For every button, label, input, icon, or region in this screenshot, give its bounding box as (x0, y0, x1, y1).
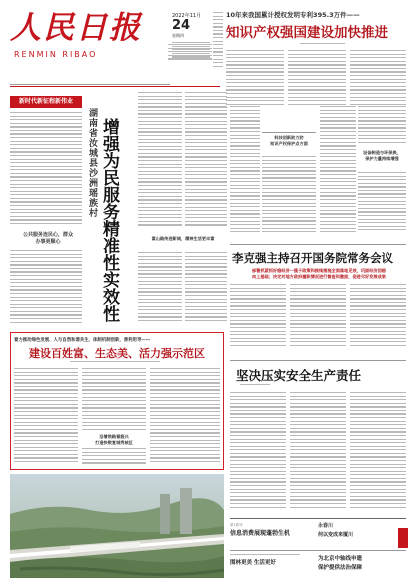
top-right-kicker: 10年来我国累计授权发明专利395.3万件—— (226, 11, 360, 19)
top-right-byline (300, 43, 345, 47)
ecology-byline (70, 361, 160, 365)
safety-col-2 (290, 392, 346, 512)
date-year-month: 2022年11月 (172, 13, 202, 19)
index-box-3-title[interactable]: 围林更美 生活更好 (230, 559, 276, 566)
ecology-headline: 建设百姓富、生态美、活力强示范区 (29, 347, 205, 360)
mid-right-box-title2: 保护力量持续增强 (365, 156, 399, 161)
premier-col-1 (230, 284, 286, 348)
mid-right-box (358, 150, 406, 168)
top-right-col-1 (226, 50, 284, 108)
ecology-col-1 (14, 368, 78, 466)
left-col-body-1 (10, 112, 82, 227)
masthead-info (168, 44, 212, 66)
index-box-1[interactable] (230, 522, 312, 548)
date-weekday: 星期四 (172, 33, 184, 38)
mid-col-e (358, 172, 406, 238)
train-photo (10, 474, 224, 578)
left-sub1-line2: 办事更顺心 (35, 239, 61, 245)
feature-col-2 (185, 92, 227, 232)
index-box-2-title[interactable]: 何以变成来厦川 (318, 532, 354, 538)
feature-subhead: 富山路传进新城，精神生活更丰富 (151, 236, 215, 241)
left-banner-text: 新时代新征程新伟业 (18, 98, 73, 105)
ecology-caption-line2: 打造快数复城秀核区 (95, 440, 133, 445)
index-box-2-sub: 永春川 (318, 523, 334, 529)
mid-col-a (230, 106, 260, 236)
mid-box-title2: 知识产权保护点方面 (270, 141, 308, 146)
safety-col-3 (350, 392, 406, 512)
mid-col-c (320, 106, 356, 238)
top-right-headline: 知识产权强国建设加快推进 (226, 25, 388, 41)
mid-col-d (358, 106, 406, 148)
ecology-caption (82, 434, 146, 446)
masthead-subtitle: RENMIN RIBAO (14, 50, 98, 59)
feature-byline (122, 150, 126, 210)
index-box-4-title2[interactable]: 保护提供法治保障 (318, 565, 363, 571)
ecology-col-3 (150, 368, 220, 466)
ecology-kicker: 着力推动绿色发展、人与自然和谐共生、体制机制创新，善利用导—— (14, 338, 151, 343)
left-sub1 (14, 232, 82, 246)
date-day: 24 (172, 18, 191, 33)
left-sub1-line1: 公共服务连民心，群众 (22, 232, 73, 238)
ecology-col-2b (82, 448, 146, 466)
ecology-col-2 (82, 368, 146, 432)
mid-col-b (262, 156, 316, 238)
index-box-2[interactable] (318, 522, 400, 548)
top-right-col-2 (288, 50, 346, 108)
mid-box (262, 132, 316, 152)
feature-col-4 (185, 252, 227, 326)
index-box-4-title[interactable]: 为北京中轴线申遗 (318, 556, 363, 562)
mid-box-title: 科技创新助力防 (274, 135, 304, 140)
feature-col-3 (138, 252, 182, 326)
masthead-info-block (213, 12, 223, 76)
premier-col-2 (290, 284, 346, 348)
premier-deck-line1: 部署抓紧抓好稳经济一揽子政策和接续措施全面落地见效，巩固经济回稳 (251, 268, 386, 273)
left-banner (10, 96, 82, 108)
left-col-body-2 (10, 250, 82, 325)
feature-headline: 增强为民服务精准性实效性 (99, 118, 119, 322)
feature-place: 湖南省汝城县沙洲瑶族村 (87, 108, 97, 218)
premier-col-3 (350, 284, 406, 348)
index-box-4[interactable] (318, 554, 406, 582)
mid-right-box-title: 设备制造与环保换， (363, 150, 401, 155)
ecology-caption-line1: 沿着铁路看振兴 (99, 434, 129, 439)
safety-headline: 坚决压实安全生产责任 (236, 368, 362, 383)
masthead-title: 人民日报 (10, 10, 142, 46)
top-right-col-3 (350, 50, 406, 108)
index-box-3[interactable] (230, 554, 312, 580)
safety-col-1 (230, 392, 286, 512)
premier-deck-line2: 向上基础；决定对地方政府履职情况进行督查和激励，促进尽好发展成果 (251, 274, 386, 279)
edition-tab (398, 528, 408, 548)
feature-col-1 (138, 92, 182, 232)
premier-deck (230, 268, 408, 280)
safety-byline (240, 384, 270, 388)
index-box-1-title[interactable]: 信息消费展现蓬勃生机 (230, 530, 291, 537)
index-box-1-sub: 第1系列 (230, 523, 243, 527)
premier-headline: 李克强主持召开国务院常务会议 (232, 251, 393, 265)
